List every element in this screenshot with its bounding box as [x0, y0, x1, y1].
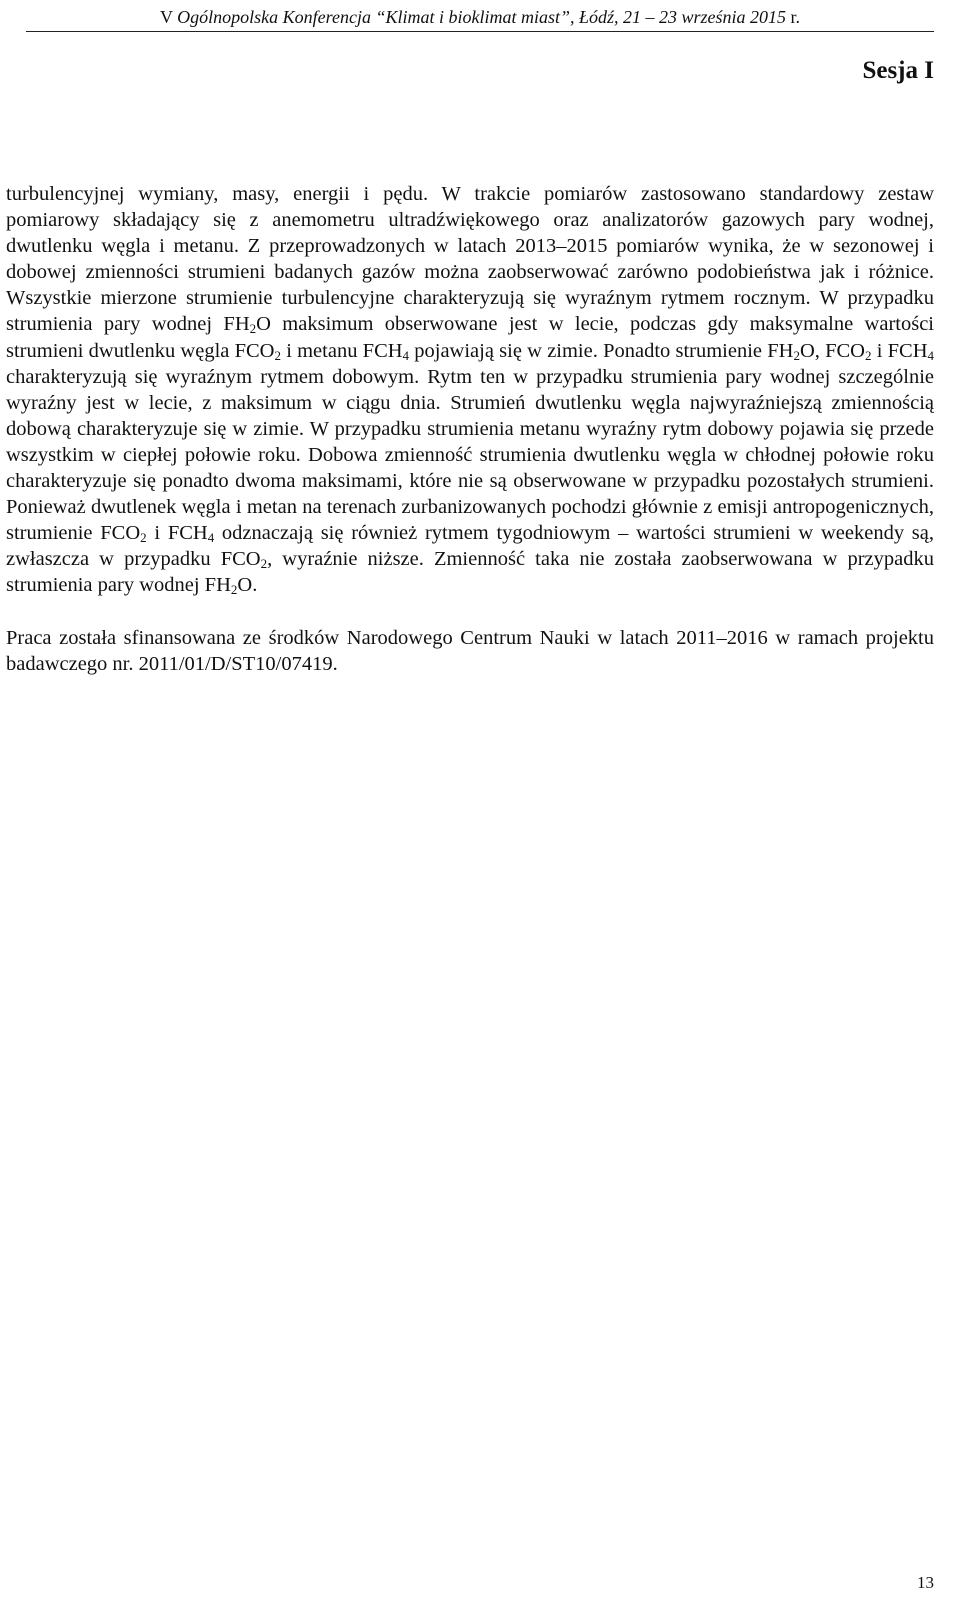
text-run: charakteryzują się wyraźnym rytmem dobowym. Rytm ten w przypadku strumienia pary wodnej szczególnie wyraźny jest w lecie, z maksimum w ciągu dnia. Strumień dwutlenku węgla najwyraźniejszą zmiennością dobową charakteryzuje się w zimie. W przypadku strumienia metanu wyraźny rytm dobowy pojawia się przede wszystkim w ciepłej połowie roku. Dobowa zmienność strumienia dwutlenku węgla w chłodnej połowie roku charakteryzuje się ponadto dwoma maksimami, które nie są obserwowane w przypadku pozostałych strumieni. Ponieważ dwutlenek węgla i metan na terenach zurbanizowanych pochodzi głównie z emisji antropogenicznych, strumienie FCO [6, 365, 934, 545]
subscript: 2 [230, 582, 238, 598]
session-title: Sesja I [862, 57, 934, 84]
text-run: , wyraźnie niższe. Zmienność taka nie została zaobserwowana w przypadku strumienia pary wodnej FH [6, 548, 934, 597]
subscript: 2 [140, 530, 147, 546]
body-text [6, 181, 934, 677]
text-run: pojawiają się w zimie. Ponadto strumienie FH [409, 339, 794, 362]
subscript: 2 [260, 556, 268, 572]
text-run: i FCH [871, 339, 928, 362]
text-run: i metanu FCH [280, 339, 403, 362]
page-number: 13 [917, 1573, 934, 1592]
text-run: O, FCO [799, 339, 865, 362]
header-lead: V [159, 7, 178, 27]
text-run: O. [237, 574, 258, 597]
header-conference: Ogólnopolska Konferencja “Klimat i bioklimat miast”, Łódź, 21 – 23 września 2015 [177, 7, 787, 27]
running-header [0, 6, 960, 28]
subscript: 2 [793, 347, 800, 363]
subscript: 4 [402, 347, 410, 363]
text-run: odznaczają się również rytmem tygodniowym – wartości strumieni w weekendy są, zwłaszcza w przypadku FCO [6, 522, 934, 571]
text-run: i FCH [146, 522, 208, 545]
paragraph-results [6, 181, 934, 599]
header-tail: r. [786, 7, 801, 27]
subscript: 2 [274, 347, 281, 363]
text-run: O maksimum obserwowane jest w lecie, podczas gdy maksymalne wartości strumieni dwutlenku węgla FCO [6, 313, 934, 362]
paragraph-funding: Praca została sfinansowana ze środków Narodowego Centrum Nauki w latach 2011–2016 w ramach projektu badawczego nr. 2011/01/D/ST10/07419. [6, 626, 934, 675]
header-rule [26, 31, 934, 32]
subscript: 4 [927, 347, 934, 363]
subscript: 4 [207, 530, 215, 546]
subscript: 2 [249, 321, 257, 337]
text-run: turbulencyjnej wymiany, masy, energii i pędu. W trakcie pomiarów zastosowano standardowy zestaw pomiarowy składający się z anemometru ultradźwiękowego oraz analizatorów gazowych pary wodnej, dwutlenku węgla i metanu. Z przeprowadzonych w latach 2013–2015 pomiarów wynika, że w sezonowej i dobowej zmienności strumieni badanych gazów można zaobserwować zarówno podobieństwa jak i różnice. Wszystkie mierzone strumienie turbulencyjne charakteryzują się wyraźnym rytmem rocznym. W przypadku strumienia pary wodnej FH [6, 183, 934, 336]
subscript: 2 [864, 347, 872, 363]
